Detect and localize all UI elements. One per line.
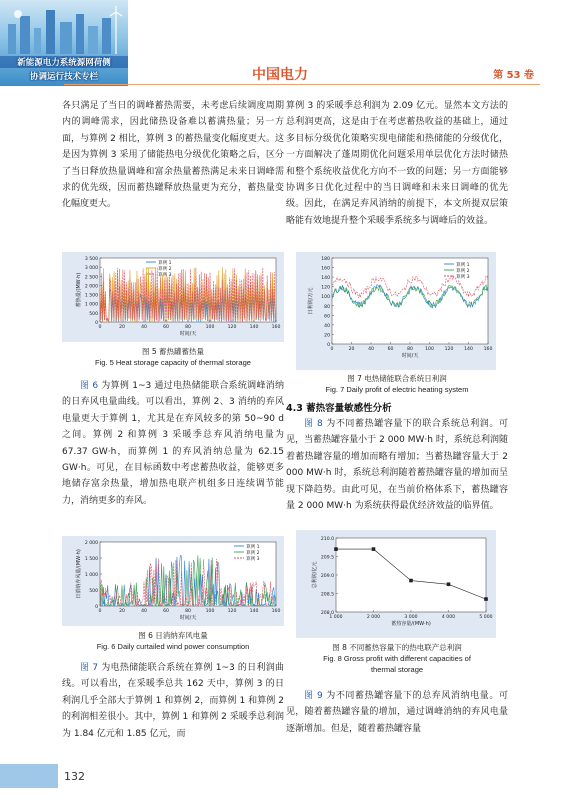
banner-line1: 新能源电力系统源网荷侧 (0, 56, 128, 68)
fig8-link[interactable]: 图 8 (304, 419, 323, 429)
figure-7-caption (286, 373, 508, 395)
y-axis-label: 日消纳弃风量/(MW·h) (76, 549, 82, 599)
figure-8-caption (286, 642, 508, 675)
column-banner (0, 0, 128, 86)
x-tick-label: 3 000 (404, 615, 418, 620)
y-tick-label: 0 (95, 321, 98, 326)
legend-label: 算例 1 (246, 544, 260, 550)
y-tick-label: 500 (89, 589, 98, 594)
y-tick-label: 2 000 (84, 541, 98, 546)
right-paragraph-3-text: 为不同蓄热罐容量下的总弃风消纳电量。可见，随着蓄热罐容量的增加，通过调峰消纳的弃风电量逐渐增加。但是，随着蓄热罐容量 (286, 691, 508, 734)
legend-label: 算例 3 (246, 556, 260, 562)
x-tick-label: 60 (163, 325, 169, 330)
figure-7 (296, 252, 496, 370)
x-tick-label: 1 000 (329, 615, 343, 620)
fig5-caption-cn: 图 5 蓄热罐蓄热量 (141, 347, 205, 356)
fig9-link[interactable]: 图 9 (304, 691, 323, 701)
right-paragraph-2 (286, 416, 508, 514)
fig8-caption-cn: 图 8 不同蓄热容量下的热电联产总利润 (332, 643, 462, 652)
x-tick-label: 160 (271, 325, 281, 330)
y-tick-label: 209.5 (320, 555, 334, 561)
y-tick-label: 0 (95, 605, 98, 610)
y-axis-label: 蓄热量/(MW·h) (76, 272, 82, 308)
right-paragraph-1: 算例 3 的采暖季总利润为 2.09 亿元。显然本文方法的总利润更高，这是由于在考虑蓄热收益的基础上，通过多目标分级优化策略实现电储能和热储能的分级优化，一方面解决了蓬周期优化问题采用单层优化方法时储热和整个系统收益优化方向不一致的问题；另一方面能够协调多日优化过程中的当日调峰和未来日调峰的优先级。因此，在满足弃风消纳的前提下，本文所提双层策略能有效地提升整个采暖季系统多与调峰后的效益。 (286, 101, 508, 226)
legend-label: 算例 2 (456, 268, 470, 274)
y-tick-label: 1 500 (84, 557, 98, 562)
x-tick-label: 40 (141, 609, 147, 614)
x-tick-label: 60 (387, 347, 394, 352)
fig7-caption-en: Fig. 7 Daily profit of electric heating system (325, 385, 469, 394)
y-tick-label: 140 (321, 276, 330, 282)
volume-label: 第 53 卷 (493, 70, 534, 81)
left-paragraph-2 (62, 378, 284, 509)
figure-6 (62, 536, 284, 626)
x-tick-label: 20 (119, 325, 125, 330)
x-tick-label: 20 (348, 347, 355, 352)
legend-label: 算例 1 (456, 262, 470, 268)
y-tick-label: 0 (327, 343, 330, 348)
fig7-link[interactable]: 图 7 (80, 663, 99, 673)
y-tick-label: 208.5 (320, 592, 334, 598)
left-paragraph-3 (62, 660, 284, 742)
figure-6-caption (62, 630, 284, 652)
fig7-chart (296, 252, 496, 370)
figure-5-caption (62, 346, 284, 368)
x-tick-label: 160 (271, 609, 281, 614)
x-axis-label: 时间/天 (401, 353, 419, 359)
x-tick-label: 140 (464, 347, 473, 352)
right-paragraph-2-text: 为不同蓄热罐容量下的联合系统总利润。可见，当蓄热罐容量小于 2 000 MW·h 时，系统总利润随着蓄热罐容量的增加而略有增加；当蓄热罐容量大于 2 000 MW·h 时，系统总利润随着蓄热罐容量的增加而呈现下降趋势。由此可见，在当前价格体系下，蓄热罐容量 2 000 MW·h 为系统获得最优经济效益的临界值。 (286, 419, 508, 512)
y-tick-label: 80 (324, 304, 330, 310)
y-tick-label: 3 000 (84, 266, 98, 272)
y-tick-label: 208.0 (320, 611, 334, 616)
x-tick-label: 5 000 (479, 615, 493, 620)
legend-label: 算例 2 (246, 550, 260, 556)
left-column-bottom (62, 660, 284, 742)
y-tick-label: 60 (324, 314, 330, 320)
x-tick-label: 100 (425, 347, 434, 352)
right-column-bottom (286, 688, 508, 737)
header-rule (64, 84, 540, 85)
x-tick-label: 140 (249, 609, 259, 614)
x-tick-label: 100 (205, 325, 215, 330)
fig7-caption-cn: 图 7 电热储能联合系统日利润 (347, 374, 447, 383)
x-tick-label: 2 000 (366, 615, 381, 620)
journal-title: 中国电力 (252, 67, 308, 83)
x-axis-label: 时间/天 (179, 331, 197, 337)
x-tick-label: 80 (185, 609, 191, 614)
legend-label: 算例 3 (456, 274, 470, 280)
y-tick-label: 3 500 (84, 257, 98, 262)
y-tick-label: 210.0 (320, 537, 334, 542)
fig6-link[interactable]: 图 6 (80, 381, 99, 391)
x-axis-label: 时间/天 (179, 615, 197, 621)
x-tick-label: 0 (98, 609, 102, 614)
x-tick-label: 40 (141, 325, 147, 330)
fig5-chart (62, 252, 284, 342)
x-tick-label: 40 (368, 347, 374, 352)
y-axis-label: 日利润/万元 (308, 287, 314, 315)
legend-label: 算例 2 (158, 266, 172, 272)
right-column-top (286, 98, 508, 229)
city-skyline-icon (0, 6, 128, 54)
y-tick-label: 1 500 (84, 293, 98, 299)
fig8-point-2 (372, 547, 376, 551)
left-column-mid (62, 378, 284, 509)
x-tick-label: 80 (407, 347, 413, 352)
fig8-point-3 (409, 579, 413, 583)
y-tick-label: 209.0 (320, 574, 334, 579)
y-tick-label: 1 000 (84, 302, 98, 308)
x-tick-label: 100 (205, 609, 215, 614)
y-tick-label: 120 (321, 285, 330, 291)
left-paragraph-3-text: 为电热储能联合系统在算例 1~3 的日利润曲线。可以看出，在采暖季总共 162 天中，算例 3 的日利润几乎全部大于算例 1 和算例 2，而算例 1 和算例 2 的利润相差很小。其中，算例 1 和算例 2 采暖季总利润为 1.84 亿元和 1.85 亿元，而 (62, 663, 285, 739)
fig5-caption-en: Fig. 5 Heat storage capacity of thermal storage (95, 358, 251, 367)
y-tick-label: 100 (321, 295, 330, 301)
y-tick-label: 2 500 (84, 275, 98, 281)
fig6-chart (62, 536, 284, 626)
fig8-point-1 (334, 547, 338, 551)
legend-label: 算例 1 (158, 260, 172, 266)
fig8-caption-en-1: Fig. 8 Gross profit with different capacities of (323, 654, 471, 663)
left-paragraph-2-text: 为算例 1~3 通过电热储能联合系统调峰消纳的日弃风电量曲线。可以看出，算例 2、3 消纳的弃风电量更大于算例 1，尤其是在弃风较多的第 50~90 d 之间。算例 2 和算例 3 采暖季总弃风消纳电量为 67.37 GW·h，而算例 1 的弃风消纳总量为 62.15 GW·h。可见，在目标函数中考虑蓄热收益，能够更多地储存富余热量，增加热电联产机组多日连续调节能力，消纳更多的弃风。 (62, 381, 285, 506)
y-tick-label: 160 (321, 266, 330, 272)
x-tick-label: 160 (483, 347, 493, 352)
y-tick-label: 180 (321, 257, 330, 262)
y-axis-label: 总利润/亿元 (312, 561, 318, 589)
x-tick-label: 120 (444, 347, 454, 352)
figure-8 (296, 530, 496, 638)
y-tick-label: 40 (324, 323, 330, 329)
x-tick-label: 0 (98, 325, 102, 330)
banner-line2: 协调运行技术专栏 (29, 72, 98, 82)
x-tick-label: 20 (119, 609, 125, 614)
y-tick-label: 500 (89, 311, 98, 317)
x-tick-label: 120 (227, 609, 237, 614)
left-column-top (62, 98, 284, 213)
fig8-chart (296, 530, 496, 638)
x-tick-label: 60 (163, 609, 169, 614)
fig6-caption-cn: 图 6 日消纳弃风电量 (138, 631, 208, 640)
x-tick-label: 140 (249, 325, 259, 330)
page-tab (0, 764, 58, 788)
y-tick-label: 2 000 (84, 284, 98, 290)
right-paragraph-3 (286, 688, 508, 737)
y-tick-label: 20 (324, 333, 330, 339)
fig8-caption-en-2: thermal storage (370, 665, 424, 674)
legend-label: 算例 3 (158, 272, 172, 278)
fig8-point-5 (484, 597, 488, 601)
y-tick-label: 1 000 (84, 573, 98, 578)
section-heading: 4.3 蓄热容量敏感性分析 (286, 403, 392, 414)
x-tick-label: 120 (227, 325, 237, 330)
figure-5 (62, 252, 284, 342)
fig8-point-4 (447, 582, 451, 586)
x-tick-label: 80 (185, 325, 191, 330)
left-paragraph-1: 各只满足了当日的调峰蓄热需要，未考虑后续调度周期内的调峰需求，因此储热设备难以蓄满热量；另一方面，与算例 2 相比，算例 3 的蓄热量变化幅度更大。这是因为算例 3 采用了储能热电分级优化策略之后，区分了当日释放热量调峰和富余热量蓄热满足未来日调峰需求的优先级，因而蓄热罐释放热量更为充分，蓄热量变化幅度更大。 (62, 101, 284, 210)
x-tick-label: 4 000 (441, 615, 456, 620)
x-axis-label: 蓄热容量/(MW·h) (391, 621, 431, 627)
page-number: 132 (64, 770, 85, 783)
x-tick-label: 0 (330, 347, 334, 352)
fig6-caption-en: Fig. 6 Daily curtailed wind power consumption (96, 642, 250, 651)
right-column-section (286, 400, 508, 514)
